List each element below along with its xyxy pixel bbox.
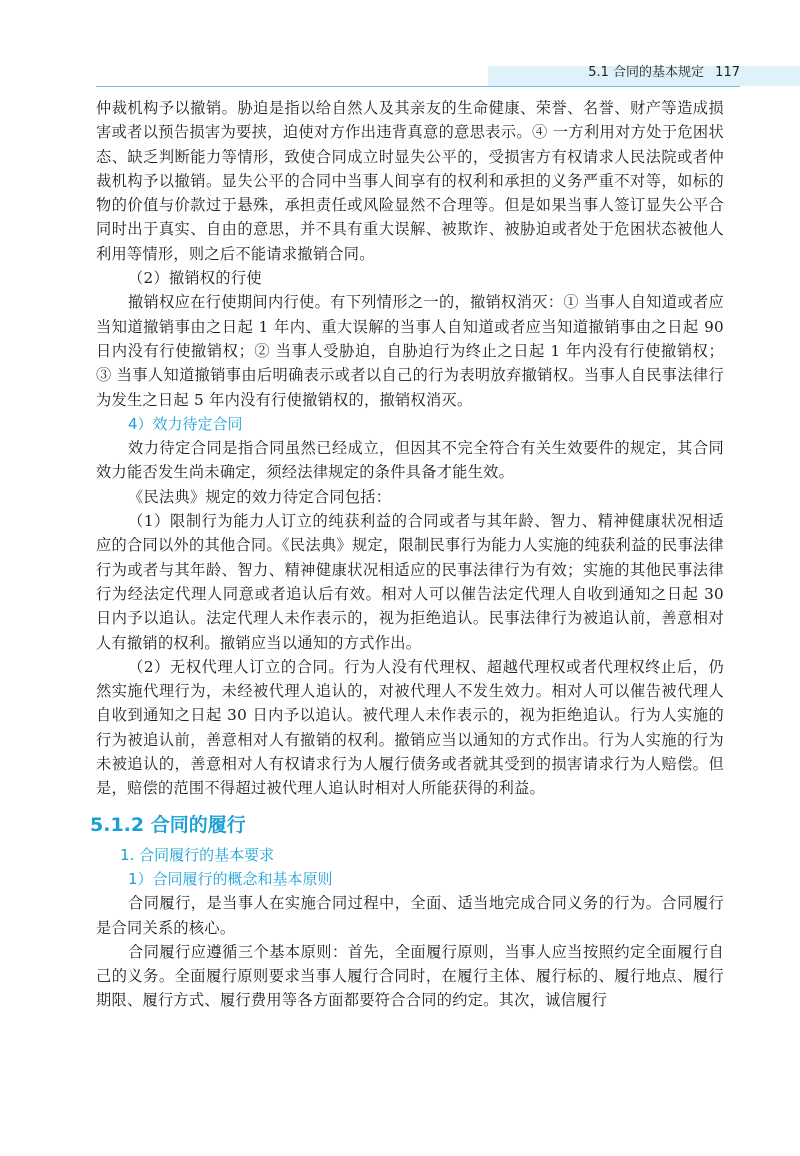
header-rule xyxy=(96,86,740,87)
paragraph-performance-principles: 合同履行应遵循三个基本原则：首先，全面履行原则，当事人应当按照约定全面履行自己的义务。全面履行原则要求当事人履行合同时，在履行主体、履行标的、履行地点、履行期限、履行方式、履行费用等各方面都要符合合同的约定。其次，诚信履行 xyxy=(96,942,724,1010)
subheading-pending-contract: 4）效力待定合同 xyxy=(128,414,243,433)
section-heading-contract-performance: 5.1.2 合同的履行 xyxy=(90,813,246,836)
subheading-concept-principles: 1）合同履行的概念和基本原则 xyxy=(128,869,333,888)
running-header-section: 5.1 合同的基本规定 xyxy=(588,65,704,80)
page-number: 117 xyxy=(715,65,740,80)
paragraph-coercion-unfairness: 仲裁机构予以撤销。胁迫是指以给自然人及其亲友的生命健康、荣誉、名誉、财产等造成损害或者以预告损害为要挟，迫使对方作出违背真意的意思表示。④ 一方利用对方处于危困状态、缺乏判断能力等情形，致使合同成立时显失公平的，受损害方有权请求人民法院或者仲裁机构予以撤销。显失公平的合同中当事人间享有的权利和承担的义务严重不对等，如标的物的价值与价款过于悬殊，承担责任或风险显然不合理等。但是如果当事人签订显失公平合同时出于真实、自由的意思，并不具有重大误解、被欺诈、被胁迫或者处于危困状态被他人利用等情形，则之后不能请求撤销合同。 xyxy=(96,99,724,263)
page-header xyxy=(0,0,800,86)
subheading-basic-requirements: 1. 合同履行的基本要求 xyxy=(120,845,275,864)
page-body xyxy=(90,96,724,1013)
paragraph-pending-list-intro: 《民法典》规定的效力待定合同包括： xyxy=(128,487,392,506)
paragraph-limited-capacity: （1）限制行为能力人订立的纯获利益的合同或者与其年龄、智力、精神健康状况相适应的合同以外的其他合同。《民法典》规定，限制民事行为能力人实施的纯获利益的民事法律行为或者与其年龄、智力、精神健康状况相适应的民事法律行为有效；实施的其他民事法律行为经法定代理人同意或者追认后有效。相对人可以催告法定代理人自收到通知之日起 30 日内予以追认。法定代理人未作表示的，视为拒绝追认。民事法律行为被追认前，善意相对人有撤销的权利。撤销应当以通知的方式作出。 xyxy=(96,512,724,652)
paragraph-revocation-period: 撤销权应在行使期间内行使。有下列情形之一的，撤销权消灭：① 当事人自知道或者应当知道撤销事由之日起 1 年内、重大误解的当事人自知道或者应当知道撤销事由之日起 90 日内没有行使撤销权；② 当事人受胁迫，自胁迫行为终止之日起 1 年内没有行使撤销权；③ 当事人知道撤销事由后明确表示或者以自己的行为表明放弃撤销权。当事人自民事法律行为发生之日起 5 年内没有行使撤销权的，撤销权消灭。 xyxy=(96,293,724,409)
paragraph-performance-definition: 合同履行，是当事人在实施合同过程中，全面、适当地完成合同义务的行为。合同履行是合同关系的核心。 xyxy=(96,894,724,937)
subheading-revocation-exercise: （2）撤销权的行使 xyxy=(128,269,262,288)
paragraph-unauthorized-agent: （2）无权代理人订立的合同。行为人没有代理权、超越代理权或者代理权终止后，仍然实施代理行为，未经被代理人追认的，对被代理人不发生效力。相对人可以催告被代理人自收到通知之日起 30 日内予以追认。被代理人未作表示的，视为拒绝追认。行为人实施的行为被追认前，善意相对人有撤销的权利。撤销应当以通知的方式作出。行为人实施的行为未被追认的，善意相对人有权请求行为人履行债务或者就其受到的损害请求行为人赔偿。但是，赔偿的范围不得超过被代理人追认时相对人所能获得的利益。 xyxy=(96,657,724,798)
paragraph-pending-definition: 效力待定合同是指合同虽然已经成立，但因其不完全符合有关生效要件的规定，其合同效力能否发生尚未确定，须经法律规定的条件具备才能生效。 xyxy=(96,439,724,482)
